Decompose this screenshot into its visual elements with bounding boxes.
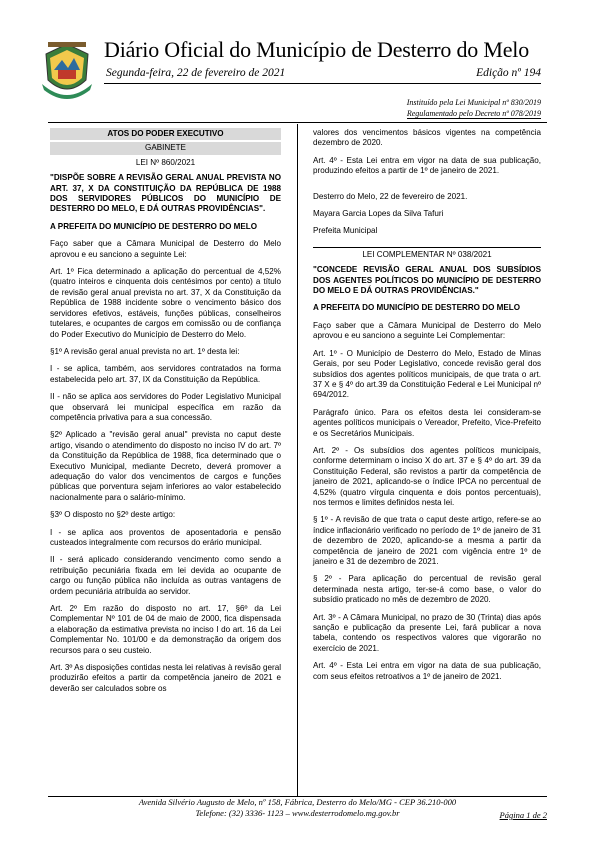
law2-paragraph: Art. 1º - O Município de Desterro do Melo, Estado de Minas Gerais, por seu Poder Legislativo, concede revisão geral dos subsídios dos agentes políticos municipais, de que trata o art. 37 X e § 4º do art.39 da Constituição Federal e Lei Municipal nº 694/2012. xyxy=(313,348,541,400)
law2-title: LEI COMPLEMENTAR Nº 038/2021 xyxy=(362,249,492,259)
footer-contact: Telefone: (32) 3336- 1123 – www.desterrodomelo.mg.gov.br xyxy=(195,808,400,818)
law-paragraph: §2º Aplicado a "revisão geral anual" prevista no caput deste artigo, visando o atendimento do disposto no inciso IV do art. 7º da Constituição da República de 1988, fica determinado que o Executivo Municipal, mediante Decreto, deverá promover a adequação do valor dos vencimentos de cargos e funções públicas que porventura sejam inferiores ao valor estabelecido nacionalmente para o salário-mínimo. xyxy=(50,430,281,502)
law2-paragraph: Parágrafo único. Para os efeitos desta lei consideram-se agentes políticos municipais o Vereador, Prefeito, Vice-Prefeito e os Secretários Municipais. xyxy=(313,407,541,438)
law-paragraph: Art. 4º - Esta Lei entra em vigor na data de sua publicação, produzindo efeitos a partir de 1º de janeiro de 2021. xyxy=(313,155,541,176)
law-paragraph: II - não se aplica aos servidores do Poder Legislativo Municipal que observará lei municipal específica em razão da competência privativa para a sua concessão. xyxy=(50,392,281,422)
law-paragraph: Faço saber que a Câmara Municipal de Desterro do Melo aprovou e eu sanciono a seguinte Lei: xyxy=(50,239,281,259)
law-separator xyxy=(313,247,541,248)
law2-paragraph: Art. 4º - Esta Lei entra em vigor na data de sua publicação, com seus efeitos retroativos a 1º de janeiro de 2021. xyxy=(313,661,541,681)
law-paragraph: valores dos vencimentos básicos vigentes na competência dezembro de 2020. xyxy=(313,128,541,148)
left-column xyxy=(50,128,281,701)
publication-date: Segunda-feira, 22 de fevereiro de 2021 xyxy=(106,67,286,79)
law-paragraph: II - será aplicado considerando vencimento como sendo a retribuição pecuniária fixada em lei devida ao ocupante de cargo ou função pública não incluída as outras vantagens de ordem pecuniária atribuída ao servidor. xyxy=(50,555,281,596)
law2-paragraph: Art. 3º - A Câmara Municipal, no prazo de 30 (Trinta) dias após sanção e publicação da presente Lei, fará publicar a nova tabela, contendo os respectivos valores que vigorarão no exercício de 2021. xyxy=(313,612,541,653)
page-number: Página 1 de 2 xyxy=(499,810,547,820)
right-column xyxy=(313,128,541,689)
footer-address: Avenida Silvério Augusto de Melo, nº 158, Fábrica, Desterro do Melo/MG - CEP 36.210-000 xyxy=(138,797,457,807)
mayor-heading-2: A PREFEITA DO MUNICÍPIO DE DESTERRO DO MELO xyxy=(313,303,520,313)
law-paragraph: Art. 1º Fica determinado a aplicação do percentual de 4,52% (quatro inteiros e cinquenta dois centésimos por cento) a título de revisão geral anual prevista no art. 37, X da Constituição da República de 1988 incidente sobre o vencimento básico dos servidores efetivos, estáveis, funções públicas, conselheiros tutelares, e ocupantes de cargos em comissão ou de confiança do Poder Executivo do Município de Desterro do Melo. xyxy=(50,267,281,339)
law2-paragraph: Faço saber que a Câmara Municipal de Desterro do Melo aprovou e eu sanciono a seguinte Lei Complementar: xyxy=(313,320,541,341)
law-paragraph: §1º A revisão geral anual prevista no art. 1º desta lei: xyxy=(50,346,240,356)
place-date: Desterro do Melo, 22 de fevereiro de 2021. xyxy=(313,191,468,201)
law-paragraph: §3º O disposto no §2º deste artigo: xyxy=(50,510,176,520)
law-paragraph: I - se aplica aos proventos de aposentadoria e pensão custeados integralmente com recursos do erário municipal. xyxy=(50,527,281,547)
law-paragraph: I - se aplica, também, aos servidores contratados na forma estabelecida pelo art. 37, IX da Constituição da República. xyxy=(50,364,281,384)
law2-paragraph: Art. 2º - Os subsídios dos agentes políticos municipais, conforme determinam o inciso X do art. 37 e § 4º do art. 39 da Constituição Federal, são revistos a partir da competência de janeiro de 2021, aplicando-se o índice IPCA no percentual de 4,52% (quatro vírgula cinquenta e dois pontos percentuais), nos termos e limites definidos nesta lei. xyxy=(313,445,541,507)
institution-law: Instituído pela Lei Municipal nº 830/2019 xyxy=(406,98,541,107)
law-title: LEI Nº 860/2021 xyxy=(135,157,196,167)
column-divider xyxy=(297,124,298,796)
law-paragraph: Art. 2º Em razão do disposto no art. 17, §6º da Lei Complementar Nº 101 de 04 de maio de 2000, fica dispensada a elaboração da estimativa prevista no inciso I do art. 16 da Lei Complementar No. 101/00 e da demonstração da origem dos recursos para o seu custeio. xyxy=(50,604,281,655)
signer-role: Prefeita Municipal xyxy=(313,226,378,236)
subsection-heading: GABINETE xyxy=(50,142,281,154)
section-heading: ATOS DO PODER EXECUTIVO xyxy=(50,128,281,140)
body-top-rule xyxy=(48,122,547,123)
law2-paragraph: § 1º - A revisão de que trata o caput deste artigo, refere-se ao índice inflacionário verificado no período de 1º de janeiro de 31 de dezembro de 2020, aplicando-se a mesma a partir da competência de janeiro de 2021 com vigência entre 1º de janeiro e 31 de dezembro de 2021. xyxy=(313,515,541,566)
gazette-title: Diário Oficial do Município de Desterro do Melo xyxy=(104,37,529,62)
mayor-heading: A PREFEITA DO MUNICÍPIO DE DESTERRO DO MELO xyxy=(50,221,257,231)
edition-number: Edição nº 194 xyxy=(476,67,541,79)
law2-ementa: "CONCEDE REVISÃO GERAL ANUAL DOS SUBSÍDIOS DOS AGENTES POLÍTICOS DO MUNICÍPIO DE DESTERRO DO MELO E DÁ OUTRAS PROVIDÊNCIAS." xyxy=(313,265,541,296)
regulation-decree: Regulamentado pelo Decreto nº 078/2019 xyxy=(406,109,541,118)
law-ementa: "DISPÕE SOBRE A REVISÃO GERAL ANUAL PREVISTA NO ART. 37, X DA CONSTITUIÇÃO DA REPÚBLICA DE 1988 DOS SERVIDORES PÚBLICOS DO MUNICÍPIO DE DESTERRO DO MELO, E DÁ OUTRAS PROVIDÊNCIAS". xyxy=(50,173,281,214)
municipal-crest-logo xyxy=(38,40,96,102)
law-paragraph: Art. 3º As disposições contidas nesta lei relativas à revisão geral produzirão efeitos a partir da competência janeiro de 2021 e deverão ser calculados sobre os xyxy=(50,663,281,693)
header-rule xyxy=(104,83,541,84)
signer-name: Mayara Garcia Lopes da Silva Tafuri xyxy=(313,209,444,219)
law2-paragraph: § 2º - Para aplicação do percentual de revisão geral determinada nesta artigo, ter-se-á como base, o valor do subsídio praticado no mês de dezembro de 2020. xyxy=(313,574,541,605)
